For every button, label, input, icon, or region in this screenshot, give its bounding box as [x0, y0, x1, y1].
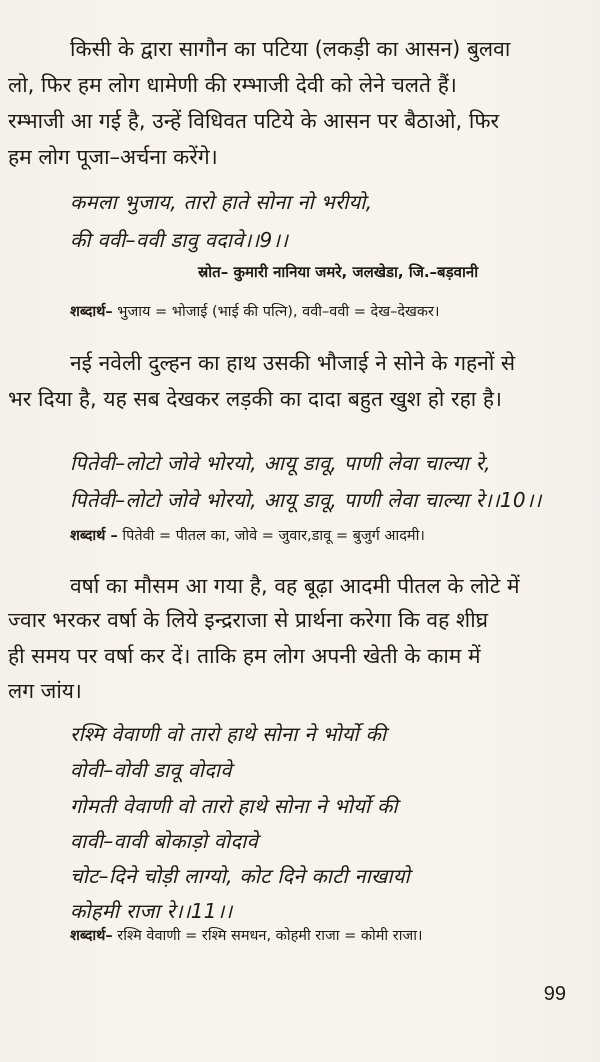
- word-meaning-9: [70, 301, 439, 323]
- paragraph-3-line-4: लग जांय।: [8, 679, 82, 703]
- meaning-label: शब्दार्थ–: [70, 928, 113, 944]
- intro-line-2: लो, फिर हम लोग धामेणी की रम्भाजी देवी को लेने चलते हैं।: [8, 73, 457, 97]
- intro-line-3: रम्भाजी आ गई है, उन्हें विधिवत पटिये के आसन पर बैठाओ, फिर: [8, 109, 500, 133]
- paragraph-2-line-1: नई नवेली दुल्हन का हाथ उसकी भौजाई ने सोने के गहनों से: [70, 351, 516, 375]
- intro-line-1: किसी के द्वारा सागौन का पटिया (लकड़ी का आसन) बुलवा: [70, 37, 511, 61]
- meaning-label: शब्दार्थ–: [70, 304, 113, 320]
- intro-line-4: हम लोग पूजा–अर्चना करेंगे।: [8, 145, 218, 169]
- poem-10-line-2: पितेवी–लोटो जोवे भोरयो, आयू डावू, पाणी लेवा चाल्या रे।।10।।: [70, 488, 542, 512]
- poem-9-line-2: की ववी–ववी डावु वदावे।।9।।: [70, 228, 289, 252]
- poem-11-line-6: कोहमी राजा रे।।11।।: [70, 899, 233, 923]
- poem-11-line-5: चोट–दिने चोड़ी लाग्यो, कोट दिने काटी नाखायो: [70, 864, 410, 888]
- poem-10-line-1: पितेवी–लोटो जोवे भोरयो, आयू डावू, पाणी लेवा चाल्या रे,: [70, 451, 491, 475]
- source-citation: स्रोत– कुमारी नानिया जमरे, जलखेडा, जि.–बड़वानी: [198, 263, 479, 281]
- page-number: 99: [543, 983, 566, 1005]
- meaning-text: रश्मि वेवाणी = रश्मि समधन, कोहमी राजा = कोमी राजा।: [117, 928, 423, 944]
- word-meaning-11: [70, 925, 423, 947]
- meaning-text: भुजाय = भोजाई (भाई की पत्नि), ववी–ववी = देख–देखकर।: [117, 304, 440, 320]
- paragraph-3-line-2: ज्वार भरकर वर्षा के लिये इन्द्रराजा से प्रार्थना करेगा कि वह शीघ्र: [8, 608, 489, 632]
- poem-11-line-3: गोमती वेवाणी वो तारो हाथे सोना ने भोर्यो की: [70, 794, 398, 818]
- poem-11-line-4: वावी–वावी बोकाड़ो वोदावे: [70, 829, 259, 853]
- paragraph-3-line-1: वर्षा का मौसम आ गया है, वह बूढ़ा आदमी पीतल के लोटे में: [70, 574, 520, 598]
- word-meaning-10: [70, 525, 425, 547]
- paragraph-3-line-3: ही समय पर वर्षा कर दें। ताकि हम लोग अपनी खेती के काम में: [8, 644, 481, 668]
- poem-11-line-2: वोवी–वोवी डावू वोदावे: [70, 758, 232, 782]
- poem-9-line-1: कमला भुजाय, तारो हाते सोना नो भरीयो,: [70, 190, 373, 214]
- paragraph-2-line-2: भर दिया है, यह सब देखकर लड़की का दादा बहुत खुश हो रहा है।: [8, 387, 502, 411]
- meaning-label: शब्दार्थ –: [70, 528, 118, 544]
- meaning-text: पितेवी = पीतल का, जोवे = जुवार,डावू = बुजुर्ग आदमी।: [122, 528, 425, 544]
- poem-11-line-1: रश्मि वेवाणी वो तारो हाथे सोना ने भोर्यो की: [70, 722, 387, 746]
